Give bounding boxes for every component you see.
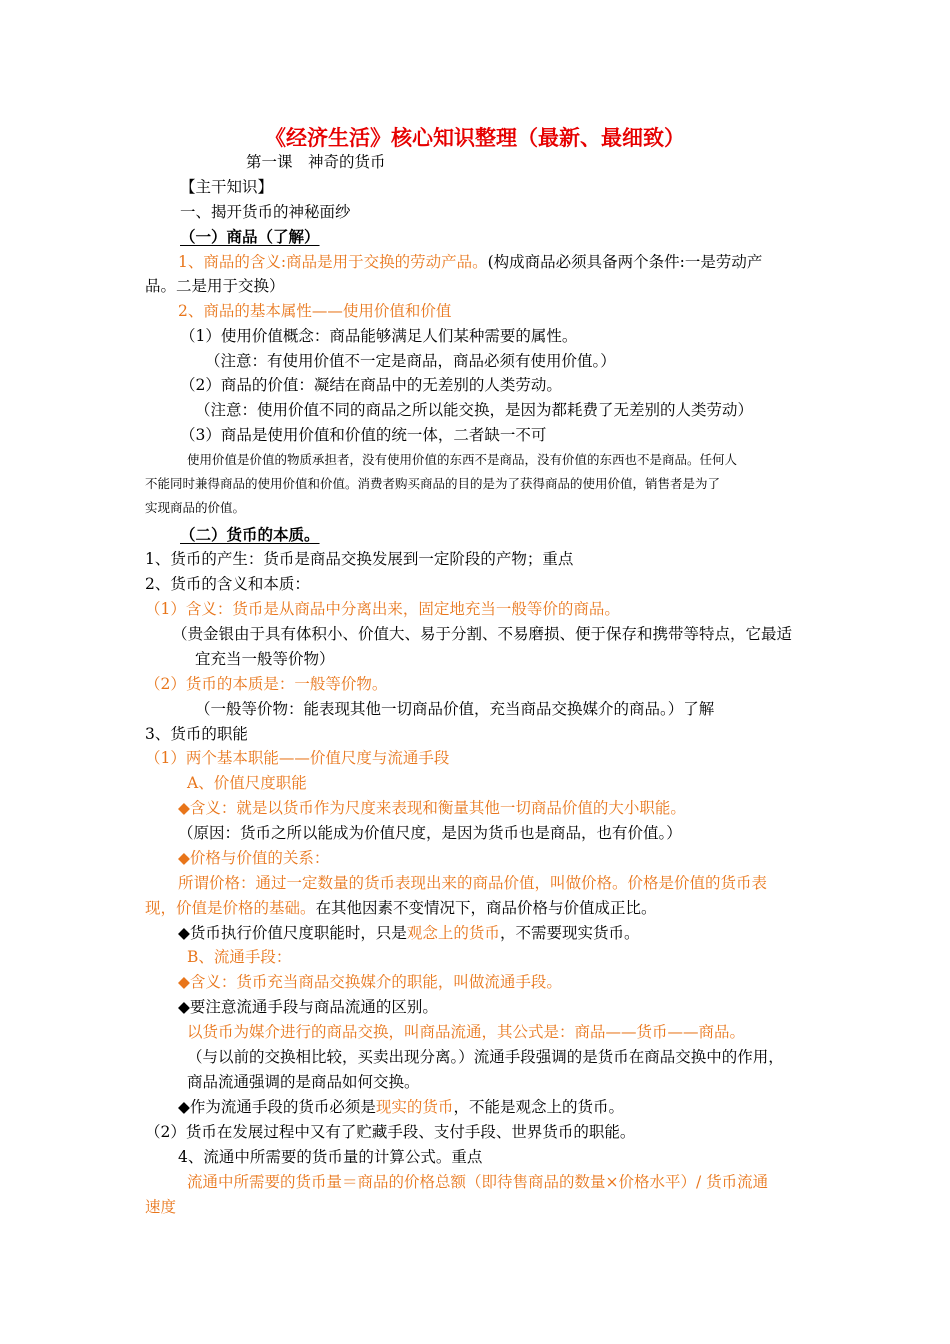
- commodity-definition-note: (构成商品必须具备两个条件:一是劳动产: [487, 253, 763, 271]
- price-definition-2-main: 现，价值是价格的基础。: [145, 899, 316, 917]
- value-measure-reason: （原因：货币之所以能成为价值尺度，是因为货币也是商品，也有价值。）: [178, 824, 682, 842]
- use-value-concept: （1）使用价值概念：商品能够满足人们某种需要的属性。: [180, 327, 578, 345]
- price-value-relation-heading: ◆价格与价值的关系：: [178, 849, 330, 867]
- use-value-note: （注意：有使用价值不一定是商品，商品必须有使用价值。）: [205, 352, 616, 370]
- comparison-line-1: （与以前的交换相比较，买卖出现分离。）流通手段强调的是货币在商品交换中的作用，: [187, 1048, 784, 1066]
- basic-functions: （1）两个基本职能——价值尺度与流通手段: [145, 749, 450, 767]
- value-measure-note: [178, 921, 639, 945]
- general-equivalent-note: （一般等价物：能表现其他一切商品价值，充当商品交换媒介的商品。）了解: [195, 700, 715, 718]
- value-measure-note-highlight: 观念上的货币: [406, 924, 500, 942]
- money-meaning: （1）含义：货币是从商品中分离出来，固定地充当一般等价的商品。: [145, 600, 620, 618]
- value-measure-note-pre: ◆货币执行价值尺度职能时，只是: [178, 924, 407, 942]
- commodity-definition-main: 1、商品的含义:商品是用于交换的劳动产品。: [178, 253, 488, 271]
- price-definition-1: 所谓价格：通过一定数量的货币表现出来的商品价值，叫做价格。价格是价值的货币表: [178, 874, 768, 892]
- small-text-line-3: 实现商品的价值。: [145, 500, 246, 515]
- commodity-value: （2）商品的价值：凝结在商品中的无差别的人类劳动。: [180, 376, 562, 394]
- real-money-note-pre: ◆作为流通手段的货币必须是: [178, 1098, 376, 1116]
- unity-statement: （3）商品是使用价值和价值的统一体，二者缺一不可: [180, 426, 547, 444]
- price-definition-2: [145, 896, 657, 920]
- other-functions: （2）货币在发展过程中又有了贮藏手段、支付手段、世界货币的职能。: [145, 1123, 636, 1141]
- money-quantity-formula-heading: 4、流通中所需要的货币量的计算公式。重点: [178, 1148, 483, 1166]
- real-money-note-post: ，不能是观念上的货币。: [453, 1098, 624, 1116]
- value-measure-note-post: ，不需要现实货币。: [499, 924, 640, 942]
- comparison-line-2: 商品流通强调的是商品如何交换。: [187, 1073, 420, 1091]
- money-functions-heading: 3、货币的职能: [145, 725, 248, 743]
- money-meaning-heading: 2、货币的含义和本质：: [145, 575, 310, 593]
- precious-metals-note-1: （贵金银由于具有体积小、价值大、易于分割、不易磨损、便于保存和携带等特点，它最适: [172, 625, 793, 643]
- money-quantity-formula-2: 速度: [145, 1198, 177, 1216]
- small-text-line-1: 使用价值是价值的物质承担者，没有使用价值的东西不是商品，没有价值的东西也不是商品。任何人: [187, 452, 738, 467]
- commodity-heading: （一）商品（了解）: [180, 227, 320, 246]
- circulation-difference: ◆要注意流通手段与商品流通的区别。: [178, 998, 438, 1016]
- real-money-note-highlight: 现实的货币: [375, 1098, 454, 1116]
- value-measure-definition: ◆含义：就是以货币作为尺度来表现和衡量其他一切商品价值的大小职能。: [178, 799, 686, 817]
- money-essence-heading: （二）货币的本质。: [180, 525, 320, 544]
- precious-metals-note-2: 宜充当一般等价物）: [195, 650, 335, 668]
- money-origin: 1、货币的产生：货币是商品交换发展到一定阶段的产物；重点: [145, 550, 574, 568]
- section-heading-1: 一、揭开货币的神秘面纱: [180, 203, 351, 221]
- small-text-line-2: 不能同时兼得商品的使用价值和价值。消费者购买商品的目的是为了获得商品的使用价值，销售者是为了: [145, 476, 721, 491]
- commodity-definition: [178, 250, 762, 274]
- price-definition-2-rest: 在其他因素不变情况下，商品价格与价值成正比。: [315, 899, 657, 917]
- money-essence: （2）货币的本质是：一般等价物。: [145, 675, 388, 693]
- real-money-note: [178, 1095, 624, 1119]
- circulation-means-definition: ◆含义：货币充当商品交换媒介的职能，叫做流通手段。: [178, 973, 562, 991]
- main-knowledge-label: 【主干知识】: [180, 178, 274, 196]
- commodity-value-note: （注意：使用价值不同的商品之所以能交换，是因为都耗费了无差别的人类劳动）: [195, 401, 754, 419]
- document-title: 《经济生活》核心知识整理（最新、最细致）: [265, 126, 685, 150]
- commodity-attributes-heading: 2、商品的基本属性——使用价值和价值: [178, 302, 452, 320]
- circulation-means-heading: B、流通手段：: [187, 948, 292, 966]
- lesson-title: 第一课 神奇的货币: [246, 153, 386, 171]
- commodity-definition-cont: 品。二是用于交换）: [145, 277, 285, 295]
- commodity-circulation-formula: 以货币为媒介进行的商品交换，叫商品流通，其公式是：商品——货币——商品。: [187, 1023, 746, 1041]
- money-quantity-formula-1: 流通中所需要的货币量＝商品的价格总额（即待售商品的数量×价格水平）/ 货币流通: [187, 1173, 769, 1191]
- value-measure-heading: A、价值尺度职能: [187, 774, 307, 792]
